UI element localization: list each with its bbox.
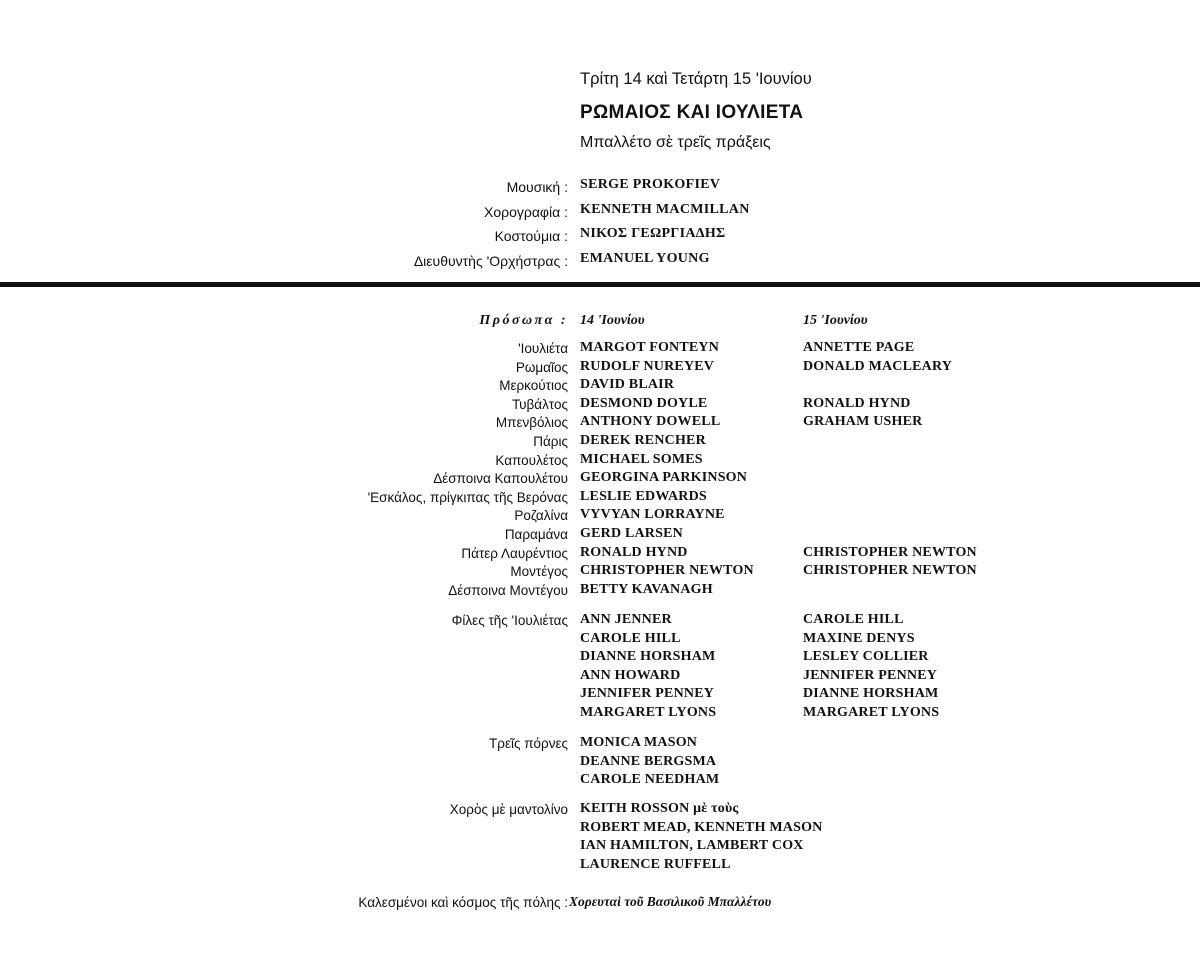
cast-role: Μπενβόλιος bbox=[495, 415, 568, 431]
cast-role: 'Εσκάλος, πρίγκιπας τῆς Βερόνας bbox=[367, 489, 568, 505]
cast-row bbox=[0, 414, 1200, 433]
cast-dancer-date-1: RUDOLF NUREYEV bbox=[580, 358, 715, 374]
cast-header-label: Πρόσωπα : bbox=[479, 313, 568, 328]
cast-dancer-date-2: DONALD MACLEARY bbox=[803, 358, 953, 374]
cast-dancer-date-1: CAROLE NEEDHAM bbox=[580, 772, 720, 788]
cast-dancer-date-1: ANN JENNER bbox=[580, 612, 672, 627]
guests-value: Χορευταὶ τοῦ Βασιλικοῦ Μπαλλέτου bbox=[569, 894, 772, 909]
cast-role: Πάρις bbox=[533, 433, 568, 449]
cast-friends-block bbox=[0, 612, 1200, 724]
cast-row bbox=[0, 857, 1200, 876]
cast-dancer-date-1: GERD LARSEN bbox=[580, 525, 683, 541]
cast-dancer-date-1: KEITH ROSSON μὲ τοὺς bbox=[580, 801, 739, 816]
cast-row bbox=[0, 433, 1200, 452]
credit-row bbox=[0, 251, 1200, 276]
guests-row bbox=[0, 894, 1200, 914]
cast-dancer-date-1: DEANNE BERGSMA bbox=[580, 753, 717, 769]
cast-main-block bbox=[0, 340, 1200, 600]
cast-dancer-date-2: CHRISTOPHER NEWTON bbox=[803, 544, 977, 560]
cast-dancer-date-1: MICHAEL SOMES bbox=[580, 451, 703, 467]
cast-role: Τρεῖς πόρνες bbox=[489, 736, 568, 751]
cast-dancer-date-1: ANN HOWARD bbox=[580, 667, 681, 683]
cast-row bbox=[0, 470, 1200, 489]
cast-row bbox=[0, 735, 1200, 754]
cast-row bbox=[0, 612, 1200, 631]
cast-role: Μοντέγος bbox=[510, 564, 568, 580]
cast-row bbox=[0, 489, 1200, 508]
cast-dancer-date-1: IAN HAMILTON, LAMBERT COX bbox=[580, 838, 804, 854]
cast-row bbox=[0, 545, 1200, 564]
cast-row bbox=[0, 507, 1200, 526]
cast-dancer-date-2: GRAHAM USHER bbox=[803, 414, 923, 430]
cast-role: Καπουλέτος bbox=[495, 452, 568, 468]
cast-header-date-2: 15 'Ιουνίου bbox=[803, 313, 868, 328]
cast-dancer-date-2: ANNETTE PAGE bbox=[803, 340, 915, 355]
section-divider bbox=[0, 282, 1200, 287]
cast-role: 'Ιουλιέτα bbox=[518, 341, 568, 356]
credit-value: EMANUEL YOUNG bbox=[580, 250, 710, 266]
credit-label: Χορογραφία : bbox=[484, 203, 568, 220]
cast-dancer-date-1: VYVYAN LORRAYNE bbox=[580, 507, 725, 523]
cast-role: Ρωμαῖος bbox=[515, 359, 568, 375]
cast-dancer-date-1: DEREK RENCHER bbox=[580, 432, 706, 448]
cast-dancer-date-1: JENNIFER PENNEY bbox=[580, 686, 715, 702]
cast-row bbox=[0, 705, 1200, 724]
cast-row bbox=[0, 340, 1200, 359]
cast-dancer-date-1: CAROLE HILL bbox=[580, 630, 681, 646]
cast-role: Δέσποινα Καπουλέτου bbox=[433, 471, 568, 487]
credit-value: ΝΙΚΟΣ ΓΕΩΡΓΙΑΔΗΣ bbox=[580, 226, 726, 241]
cast-row bbox=[0, 649, 1200, 668]
credit-row bbox=[0, 202, 1200, 227]
cast-dancer-date-1: RONALD HYND bbox=[580, 544, 688, 560]
cast-header-date-1: 14 'Ιουνίου bbox=[580, 313, 645, 328]
ballet-title: ΡΩΜΑΙΟΣ ΚΑΙ ΙΟΥΛΙΕΤΑ bbox=[580, 102, 804, 123]
cast-dancer-date-1: MARGARET LYONS bbox=[580, 704, 717, 720]
credit-label: Κοστούμια : bbox=[494, 228, 568, 244]
cast-dancer-date-2: JENNIFER PENNEY bbox=[803, 667, 938, 683]
cast-row bbox=[0, 631, 1200, 650]
cast-row bbox=[0, 754, 1200, 773]
cast-role: Χορὸς μὲ μαντολίνο bbox=[449, 802, 568, 817]
cast-role: Ροζαλίνα bbox=[514, 508, 568, 524]
cast-dancer-date-2: DIANNE HORSHAM bbox=[803, 686, 939, 702]
cast-dancer-date-1: LESLIE EDWARDS bbox=[580, 488, 707, 504]
guests-label: Καλεσμένοι καὶ κόσμος τῆς πόλης : bbox=[358, 895, 568, 910]
cast-row bbox=[0, 526, 1200, 545]
cast-dancer-date-1: MARGOT FONTEYN bbox=[580, 340, 720, 355]
cast-row bbox=[0, 686, 1200, 705]
cast-row bbox=[0, 838, 1200, 857]
cast-role: Πάτερ Λαυρέντιος bbox=[461, 545, 568, 561]
credits-list bbox=[0, 177, 1200, 275]
cast-dancer-date-2: RONALD HYND bbox=[803, 395, 911, 411]
cast-row bbox=[0, 396, 1200, 415]
cast-row bbox=[0, 452, 1200, 471]
cast-dancer-date-2: CHRISTOPHER NEWTON bbox=[803, 563, 977, 579]
cast-dancer-date-1: DAVID BLAIR bbox=[580, 377, 675, 393]
cast-row bbox=[0, 582, 1200, 601]
cast-dancer-date-2: LESLEY COLLIER bbox=[803, 649, 929, 665]
cast-row bbox=[0, 359, 1200, 378]
cast-row bbox=[0, 377, 1200, 396]
cast-dancer-date-1: MONICA MASON bbox=[580, 735, 698, 750]
cast-dancer-date-1: GEORGINA PARKINSON bbox=[580, 470, 748, 486]
credit-value: KENNETH MACMILLAN bbox=[580, 201, 750, 217]
cast-header bbox=[0, 313, 1200, 333]
cast-dancer-date-1: BETTY KAVANAGH bbox=[580, 581, 713, 597]
performance-dates: Τρίτη 14 καὶ Τετάρτη 15 'Ιουνίου bbox=[580, 70, 812, 88]
ballet-subtitle: Μπαλλέτο σὲ τρεῖς πράξεις bbox=[580, 134, 771, 151]
cast-dancer-date-2: MAXINE DENYS bbox=[803, 630, 915, 646]
credit-row bbox=[0, 226, 1200, 251]
cast-role: Φίλες τῆς 'Ιουλιέτας bbox=[451, 613, 568, 628]
cast-dancer-date-2: CAROLE HILL bbox=[803, 612, 904, 627]
credit-label: Μουσική : bbox=[506, 179, 568, 195]
cast-dancer-date-1: ANTHONY DOWELL bbox=[580, 414, 721, 430]
cast-dancer-date-2: MARGARET LYONS bbox=[803, 704, 940, 720]
cast-role: Μερκούτιος bbox=[499, 378, 568, 394]
cast-harlots-block bbox=[0, 735, 1200, 791]
cast-role: Τυβάλτος bbox=[512, 396, 568, 412]
cast-role: Δέσποινα Μοντέγου bbox=[448, 582, 568, 598]
credit-label: Διευθυντὴς 'Ορχήστρας : bbox=[413, 252, 568, 269]
cast-row bbox=[0, 772, 1200, 791]
cast-row bbox=[0, 801, 1200, 820]
credit-value: SERGE PROKOFIEV bbox=[580, 177, 721, 192]
cast-dancer-date-1: DESMOND DOYLE bbox=[580, 395, 708, 411]
cast-row bbox=[0, 563, 1200, 582]
credit-row bbox=[0, 177, 1200, 202]
cast-mandolin-block bbox=[0, 801, 1200, 875]
cast-dancer-date-1: ROBERT MEAD, KENNETH MASON bbox=[580, 819, 823, 835]
cast-row bbox=[0, 820, 1200, 839]
cast-dancer-date-1: CHRISTOPHER NEWTON bbox=[580, 563, 754, 579]
cast-row bbox=[0, 668, 1200, 687]
cast-role: Παραμάνα bbox=[504, 526, 568, 542]
cast-dancer-date-1: DIANNE HORSHAM bbox=[580, 649, 716, 665]
cast-dancer-date-1: LAURENCE RUFFELL bbox=[580, 856, 731, 872]
